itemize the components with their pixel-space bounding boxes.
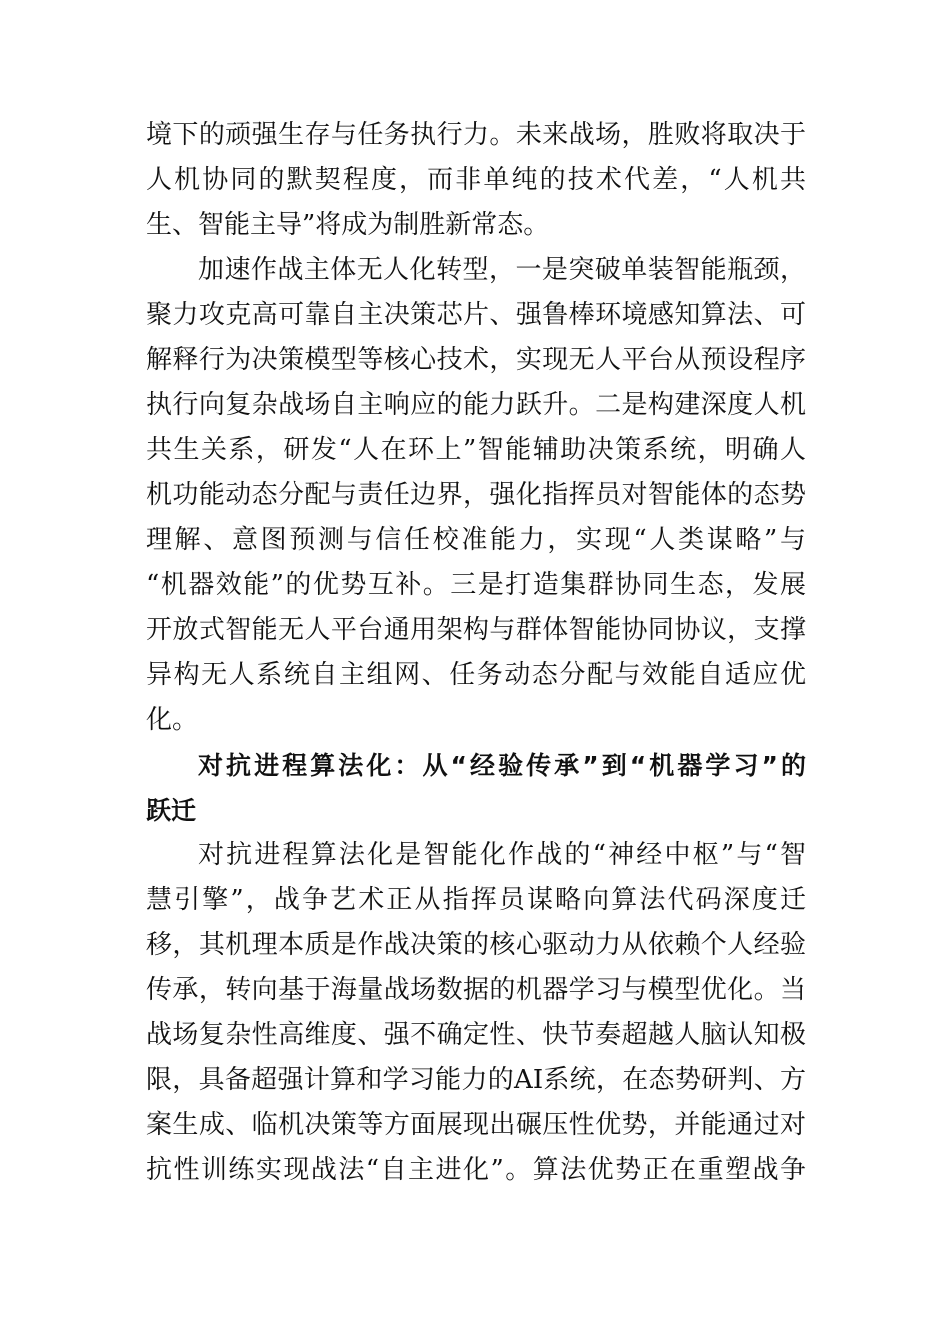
text-line: 执行向复杂战场自主响应的能力跃升。二是构建深度人机 — [146, 390, 806, 420]
text-line: 解释行为决策模型等核心技术，实现无人平台从预设程序 — [146, 345, 806, 375]
text-line: 境下的顽强生存与任务执行力。未来战场，胜败将取决于 — [146, 120, 806, 150]
document-page — [146, 113, 806, 1193]
text-line: 限，具备超强计算和学习能力的AI系统，在态势研判、方 — [146, 1065, 806, 1095]
text-line: “机器效能”的优势互补。三是打造集群协同生态，发展 — [146, 570, 806, 600]
text-line: 慧引擎”，战争艺术正从指挥员谋略向算法代码深度迁 — [146, 885, 806, 915]
text-line: 共生关系，研发“人在环上”智能辅助决策系统，明确人 — [146, 435, 806, 465]
text-line: 传承，转向基于海量战场数据的机器学习与模型优化。当 — [146, 975, 806, 1005]
text-line: 异构无人系统自主组网、任务动态分配与效能自适应优 — [146, 660, 806, 690]
text-line: 加速作战主体无人化转型，一是突破单装智能瓶颈， — [198, 255, 806, 285]
paragraph-algorithmization — [146, 833, 806, 1193]
text-line: 战场复杂性高维度、强不确定性、快节奏超越人脑认知极 — [146, 1020, 806, 1050]
text-line: 开放式智能无人平台通用架构与群体智能协同协议，支撑 — [146, 615, 806, 645]
text-line: 化。 — [146, 705, 199, 735]
text-line: 案生成、临机决策等方面展现出碾压性优势，并能通过对 — [146, 1110, 806, 1140]
text-line: 抗性训练实现战法“自主进化”。算法优势正在重塑战争 — [146, 1155, 806, 1185]
text-line: 聚力攻克高可靠自主决策芯片、强鲁棒环境感知算法、可 — [146, 300, 806, 330]
paragraph-continuation — [146, 113, 806, 248]
text-line: 生、智能主导”将成为制胜新常态。 — [146, 210, 550, 240]
text-line: 理解、意图预测与信任校准能力，实现“人类谋略”与 — [146, 525, 806, 555]
heading-line: 跃迁 — [146, 796, 197, 825]
paragraph-unmanned-transformation — [146, 248, 806, 743]
heading-line: 对抗进程算法化：从“经验传承”到“机器学习”的 — [198, 751, 806, 780]
text-line: 人机协同的默契程度，而非单纯的技术代差，“人机共 — [146, 165, 806, 195]
text-line: 对抗进程算法化是智能化作战的“神经中枢”与“智 — [198, 840, 806, 870]
section-heading — [146, 743, 806, 833]
text-line: 机功能动态分配与责任边界，强化指挥员对智能体的态势 — [146, 480, 806, 510]
text-line: 移，其机理本质是作战决策的核心驱动力从依赖个人经验 — [146, 930, 806, 960]
